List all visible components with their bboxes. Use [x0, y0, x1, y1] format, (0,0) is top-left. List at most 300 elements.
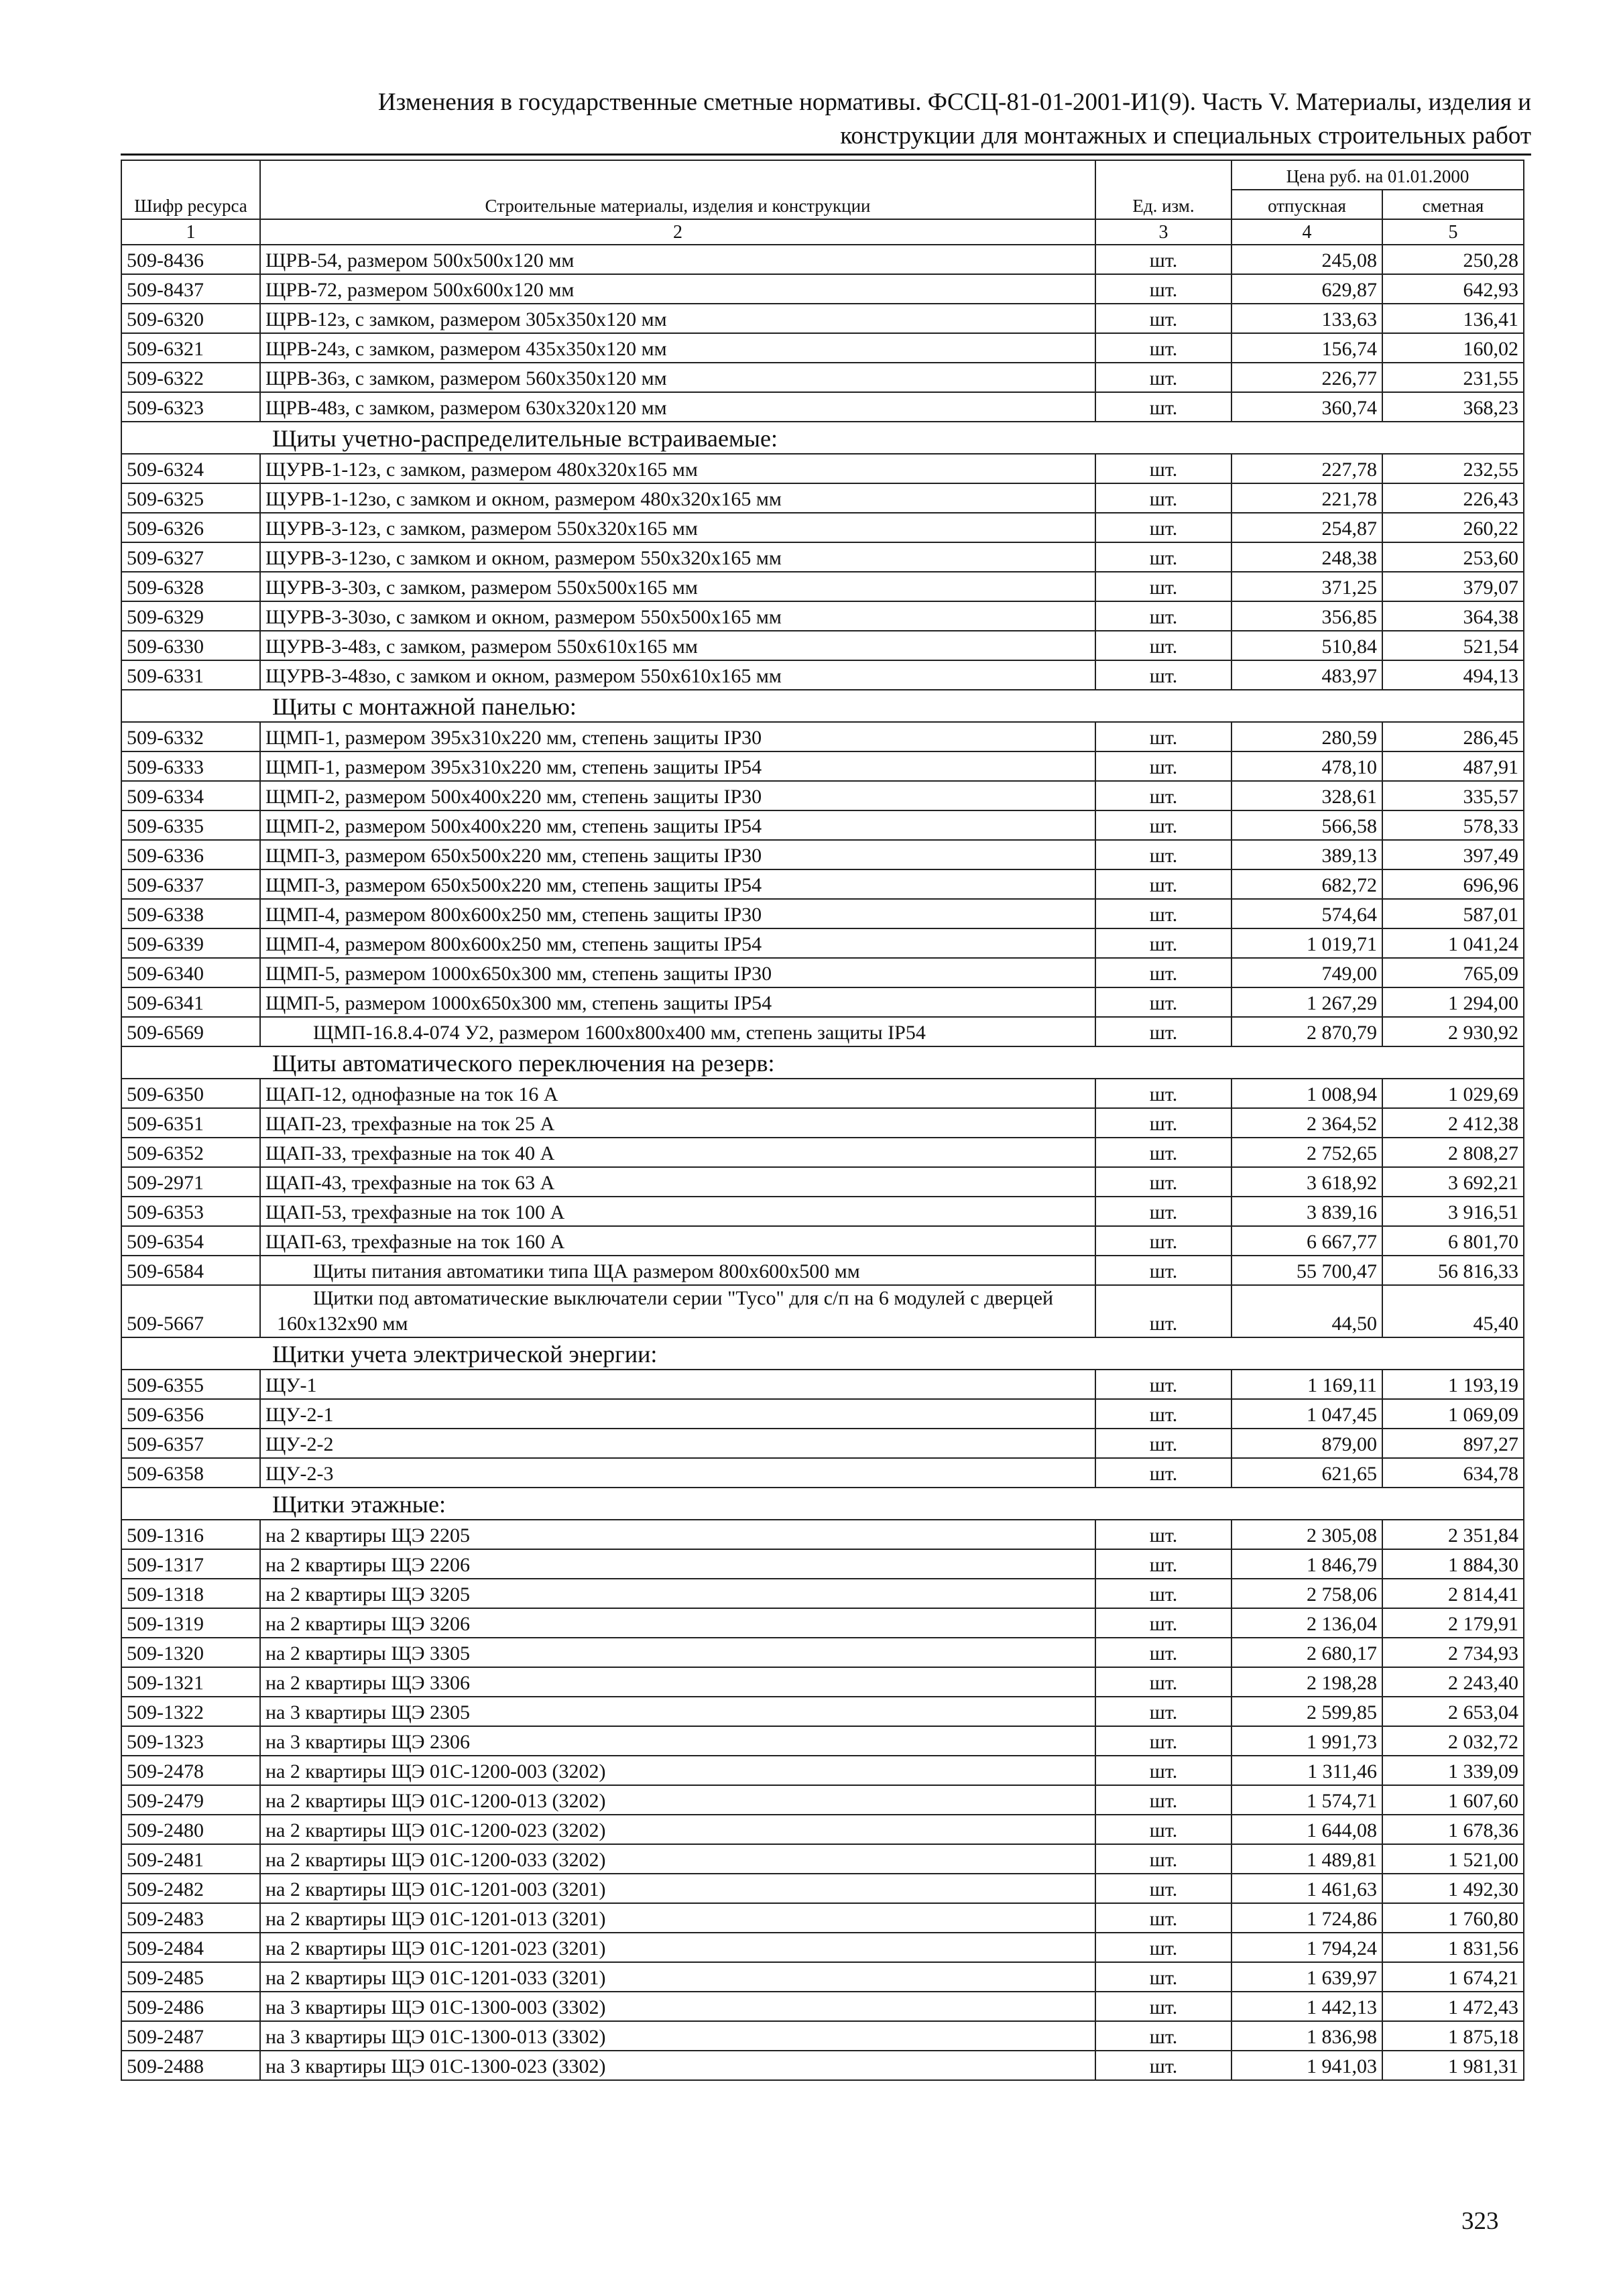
estimate-price-cell: 231,55 — [1382, 363, 1524, 392]
unit-cell: шт. — [1095, 1167, 1231, 1197]
table-row — [121, 2021, 1524, 2051]
table-row — [121, 572, 1524, 601]
resource-code-cell: 509-6353 — [121, 1197, 260, 1226]
material-name-cell: на 2 квартиры ЩЭ 3306 — [260, 1667, 1095, 1697]
table-row — [121, 601, 1524, 631]
estimate-price-cell: 2 808,27 — [1382, 1138, 1524, 1167]
release-price-cell: 1 794,24 — [1231, 1933, 1382, 1962]
resource-code-cell: 509-2480 — [121, 1815, 260, 1844]
release-price-cell: 1 639,97 — [1231, 1962, 1382, 1992]
material-name-cell: ЩАП-63, трехфазные на ток 160 А — [260, 1226, 1095, 1256]
table-row — [121, 1079, 1524, 1108]
material-name-cell: ЩМП-16.8.4-074 У2, размером 1600х800х400 мм, степень защиты IP54 — [260, 1017, 1095, 1046]
resource-code-cell: 509-6335 — [121, 810, 260, 840]
resource-code-cell: 509-6333 — [121, 751, 260, 781]
material-name-cell: на 3 квартиры ЩЭ 01С-1300-003 (3302) — [260, 1992, 1095, 2021]
release-price-cell: 1 574,71 — [1231, 1785, 1382, 1815]
table-row — [121, 1726, 1524, 1756]
resource-code-cell: 509-6337 — [121, 869, 260, 899]
table-row — [121, 1549, 1524, 1579]
material-name-cell: ЩМП-5, размером 1000х650х300 мм, степень защиты IP30 — [260, 958, 1095, 987]
material-name-cell: ЩМП-2, размером 500х400х220 мм, степень защиты IP54 — [260, 810, 1095, 840]
material-name-cell: на 3 квартиры ЩЭ 2305 — [260, 1697, 1095, 1726]
release-price-cell: 1 644,08 — [1231, 1815, 1382, 1844]
resource-code-cell: 509-1322 — [121, 1697, 260, 1726]
release-price-cell: 156,74 — [1231, 333, 1382, 363]
material-name-cell: на 2 квартиры ЩЭ 2205 — [260, 1520, 1095, 1549]
table-row — [121, 1370, 1524, 1399]
release-price-cell: 1 461,63 — [1231, 1874, 1382, 1903]
unit-cell: шт. — [1095, 1399, 1231, 1429]
estimate-price-cell: 1 875,18 — [1382, 2021, 1524, 2051]
material-name-cell: на 2 квартиры ЩЭ 3206 — [260, 1608, 1095, 1638]
unit-cell: шт. — [1095, 1638, 1231, 1667]
unit-cell: шт. — [1095, 1697, 1231, 1726]
resource-code-cell: 509-1317 — [121, 1549, 260, 1579]
estimate-price-cell: 1 193,19 — [1382, 1370, 1524, 1399]
estimate-price-cell: 2 412,38 — [1382, 1108, 1524, 1138]
material-name-cell: ЩУ-2-1 — [260, 1399, 1095, 1429]
resource-code-cell: 509-6336 — [121, 840, 260, 869]
table-row — [121, 631, 1524, 660]
material-name-cell: ЩМП-2, размером 500х400х220 мм, степень защиты IP30 — [260, 781, 1095, 810]
release-price-cell: 629,87 — [1231, 274, 1382, 304]
estimate-price-cell: 250,28 — [1382, 245, 1524, 274]
resource-code-cell: 509-6350 — [121, 1079, 260, 1108]
release-price-cell: 1 846,79 — [1231, 1549, 1382, 1579]
table-row — [121, 928, 1524, 958]
table-row — [121, 987, 1524, 1017]
material-name-cell: на 2 квартиры ЩЭ 01С-1201-023 (3201) — [260, 1933, 1095, 1962]
estimate-price-cell: 897,27 — [1382, 1429, 1524, 1458]
estimate-price-cell: 1 981,31 — [1382, 2051, 1524, 2080]
unit-cell: шт. — [1095, 781, 1231, 810]
resource-code-cell: 509-5667 — [121, 1285, 260, 1337]
release-price-cell: 1 019,71 — [1231, 928, 1382, 958]
release-price-cell: 574,64 — [1231, 899, 1382, 928]
section-title: Щитки этажные: — [121, 1488, 1524, 1520]
material-name-cell: Щитки под автоматические выключатели серии "Тусо" для с/п на 6 модулей с дверцей 160х132х90 мм — [260, 1285, 1095, 1337]
table-row — [121, 274, 1524, 304]
resource-code-cell: 509-6357 — [121, 1429, 260, 1458]
resource-code-cell: 509-6584 — [121, 1256, 260, 1285]
material-name-cell: на 2 квартиры ЩЭ 01С-1200-013 (3202) — [260, 1785, 1095, 1815]
resource-code-cell: 509-6322 — [121, 363, 260, 392]
unit-cell: шт. — [1095, 542, 1231, 572]
resource-code-cell: 509-2485 — [121, 1962, 260, 1992]
estimate-price-cell: 2 243,40 — [1382, 1667, 1524, 1697]
release-price-cell: 254,87 — [1231, 513, 1382, 542]
material-name-cell: ЩАП-43, трехфазные на ток 63 А — [260, 1167, 1095, 1197]
resource-code-cell: 509-2484 — [121, 1933, 260, 1962]
section-title: Щиты учетно-распределительные встраиваемые: — [121, 422, 1524, 454]
col-number: 5 — [1382, 219, 1524, 245]
table-row — [121, 1992, 1524, 2021]
material-name-cell: ЩУРВ-3-48з, с замком, размером 550х610х165 мм — [260, 631, 1095, 660]
release-price-cell: 1 267,29 — [1231, 987, 1382, 1017]
table-row — [121, 1785, 1524, 1815]
col-header-price: Цена руб. на 01.01.2000 — [1231, 160, 1524, 190]
estimate-price-cell: 397,49 — [1382, 840, 1524, 869]
resource-code-cell: 509-6324 — [121, 454, 260, 483]
resource-code-cell: 509-1321 — [121, 1667, 260, 1697]
resource-code-cell: 509-8436 — [121, 245, 260, 274]
resource-code-cell: 509-6323 — [121, 392, 260, 422]
release-price-cell: 2 680,17 — [1231, 1638, 1382, 1667]
material-name-cell: ЩМП-5, размером 1000х650х300 мм, степень защиты IP54 — [260, 987, 1095, 1017]
release-price-cell: 478,10 — [1231, 751, 1382, 781]
release-price-cell: 1 008,94 — [1231, 1079, 1382, 1108]
material-name-cell: на 2 квартиры ЩЭ 01С-1201-003 (3201) — [260, 1874, 1095, 1903]
header-line-2: конструкции для монтажных и специальных строительных работ — [840, 122, 1531, 149]
resource-code-cell: 509-2487 — [121, 2021, 260, 2051]
unit-cell: шт. — [1095, 245, 1231, 274]
unit-cell: шт. — [1095, 1726, 1231, 1756]
estimate-price-cell: 1 472,43 — [1382, 1992, 1524, 2021]
unit-cell: шт. — [1095, 1549, 1231, 1579]
release-price-cell: 248,38 — [1231, 542, 1382, 572]
table-row — [121, 899, 1524, 928]
resource-code-cell: 509-6330 — [121, 631, 260, 660]
release-price-cell: 1 047,45 — [1231, 1399, 1382, 1429]
unit-cell: шт. — [1095, 2051, 1231, 2080]
estimate-price-cell: 494,13 — [1382, 660, 1524, 690]
table-row — [121, 810, 1524, 840]
resource-code-cell: 509-2486 — [121, 1992, 260, 2021]
unit-cell: шт. — [1095, 869, 1231, 899]
col-number: 2 — [260, 219, 1095, 245]
unit-cell: шт. — [1095, 1844, 1231, 1874]
table-row — [121, 660, 1524, 690]
resource-code-cell: 509-6327 — [121, 542, 260, 572]
unit-cell: шт. — [1095, 1962, 1231, 1992]
estimate-price-cell: 634,78 — [1382, 1458, 1524, 1488]
table-row — [121, 1815, 1524, 1844]
material-name-cell: Щиты питания автоматики типа ЩА размером 800х600х500 мм — [260, 1256, 1095, 1285]
resource-code-cell: 509-8437 — [121, 274, 260, 304]
release-price-cell: 1 489,81 — [1231, 1844, 1382, 1874]
resource-code-cell: 509-6354 — [121, 1226, 260, 1256]
release-price-cell: 2 305,08 — [1231, 1520, 1382, 1549]
table-row — [121, 454, 1524, 483]
release-price-cell: 2 364,52 — [1231, 1108, 1382, 1138]
release-price-cell: 1 169,11 — [1231, 1370, 1382, 1399]
section-row — [121, 1337, 1524, 1370]
table-row — [121, 1962, 1524, 1992]
estimate-price-cell: 2 930,92 — [1382, 1017, 1524, 1046]
material-name-cell: на 2 квартиры ЩЭ 01С-1201-013 (3201) — [260, 1903, 1095, 1933]
release-price-cell: 328,61 — [1231, 781, 1382, 810]
table-row — [121, 1138, 1524, 1167]
release-price-cell: 389,13 — [1231, 840, 1382, 869]
release-price-cell: 1 724,86 — [1231, 1903, 1382, 1933]
material-name-cell: ЩРВ-36з, с замком, размером 560х350х120 мм — [260, 363, 1095, 392]
header-line-1: Изменения в государственные сметные нормативы. ФССЦ-81-01-2001-И1(9). Часть V. Материалы, изделия и — [377, 88, 1531, 116]
resource-code-cell: 509-6569 — [121, 1017, 260, 1046]
resource-code-cell: 509-6321 — [121, 333, 260, 363]
table-row — [121, 958, 1524, 987]
resource-code-cell: 509-6352 — [121, 1138, 260, 1167]
col-number: 1 — [121, 219, 260, 245]
table-row — [121, 1756, 1524, 1785]
resource-code-cell: 509-6325 — [121, 483, 260, 513]
material-name-cell: на 2 квартиры ЩЭ 3305 — [260, 1638, 1095, 1667]
release-price-cell: 1 442,13 — [1231, 1992, 1382, 2021]
estimate-price-cell: 160,02 — [1382, 333, 1524, 363]
materials-table — [121, 160, 1524, 2081]
release-price-cell: 749,00 — [1231, 958, 1382, 987]
unit-cell: шт. — [1095, 1138, 1231, 1167]
estimate-price-cell: 587,01 — [1382, 899, 1524, 928]
release-price-cell: 2 136,04 — [1231, 1608, 1382, 1638]
unit-cell: шт. — [1095, 483, 1231, 513]
table-row — [121, 1520, 1524, 1549]
table-row — [121, 840, 1524, 869]
col-header-name: Строительные материалы, изделия и конструкции — [260, 160, 1095, 219]
estimate-price-cell: 1 029,69 — [1382, 1079, 1524, 1108]
estimate-price-cell: 1 294,00 — [1382, 987, 1524, 1017]
material-name-cell: ЩУ-1 — [260, 1370, 1095, 1399]
material-name-cell: ЩУРВ-3-48зо, с замком и окном, размером 550х610х165 мм — [260, 660, 1095, 690]
release-price-cell: 55 700,47 — [1231, 1256, 1382, 1285]
unit-cell: шт. — [1095, 1667, 1231, 1697]
resource-code-cell: 509-1319 — [121, 1608, 260, 1638]
release-price-cell: 2 752,65 — [1231, 1138, 1382, 1167]
material-name-cell: ЩАП-12, однофазные на ток 16 А — [260, 1079, 1095, 1108]
unit-cell: шт. — [1095, 928, 1231, 958]
estimate-price-cell: 260,22 — [1382, 513, 1524, 542]
estimate-price-cell: 368,23 — [1382, 392, 1524, 422]
table-row — [121, 1167, 1524, 1197]
estimate-price-cell: 286,45 — [1382, 722, 1524, 751]
material-name-cell: ЩУ-2-2 — [260, 1429, 1095, 1458]
estimate-price-cell: 487,91 — [1382, 751, 1524, 781]
resource-code-cell: 509-6329 — [121, 601, 260, 631]
resource-code-cell: 509-6334 — [121, 781, 260, 810]
release-price-cell: 682,72 — [1231, 869, 1382, 899]
section-row — [121, 1488, 1524, 1520]
estimate-price-cell: 45,40 — [1382, 1285, 1524, 1337]
material-name-cell: на 2 квартиры ЩЭ 01С-1200-023 (3202) — [260, 1815, 1095, 1844]
release-price-cell: 6 667,77 — [1231, 1226, 1382, 1256]
estimate-price-cell: 2 734,93 — [1382, 1638, 1524, 1667]
table-row — [121, 1256, 1524, 1285]
estimate-price-cell: 1 678,36 — [1382, 1815, 1524, 1844]
estimate-price-cell: 696,96 — [1382, 869, 1524, 899]
table-row — [121, 869, 1524, 899]
estimate-price-cell: 6 801,70 — [1382, 1226, 1524, 1256]
col-number: 4 — [1231, 219, 1382, 245]
unit-cell: шт. — [1095, 722, 1231, 751]
material-name-cell: ЩРВ-24з, с замком, размером 435х350х120 мм — [260, 333, 1095, 363]
table-row — [121, 1933, 1524, 1962]
resource-code-cell: 509-6339 — [121, 928, 260, 958]
resource-code-cell: 509-6326 — [121, 513, 260, 542]
unit-cell: шт. — [1095, 1226, 1231, 1256]
unit-cell: шт. — [1095, 1197, 1231, 1226]
unit-cell: шт. — [1095, 840, 1231, 869]
table-row — [121, 1285, 1524, 1337]
estimate-price-cell: 1 760,80 — [1382, 1903, 1524, 1933]
table-row — [121, 1579, 1524, 1608]
release-price-cell: 1 836,98 — [1231, 2021, 1382, 2051]
unit-cell: шт. — [1095, 958, 1231, 987]
release-price-cell: 133,63 — [1231, 304, 1382, 333]
resource-code-cell: 509-2482 — [121, 1874, 260, 1903]
release-price-cell: 2 758,06 — [1231, 1579, 1382, 1608]
unit-cell: шт. — [1095, 1079, 1231, 1108]
unit-cell: шт. — [1095, 1579, 1231, 1608]
release-price-cell: 371,25 — [1231, 572, 1382, 601]
table-head — [121, 160, 1524, 245]
resource-code-cell: 509-2479 — [121, 1785, 260, 1815]
unit-cell: шт. — [1095, 1017, 1231, 1046]
table-row — [121, 1399, 1524, 1429]
unit-cell: шт. — [1095, 810, 1231, 840]
resource-code-cell: 509-6358 — [121, 1458, 260, 1488]
estimate-price-cell: 2 179,91 — [1382, 1608, 1524, 1638]
unit-cell: шт. — [1095, 987, 1231, 1017]
table-row — [121, 1844, 1524, 1874]
table-body — [121, 245, 1524, 2080]
unit-cell: шт. — [1095, 304, 1231, 333]
estimate-price-cell: 1 884,30 — [1382, 1549, 1524, 1579]
material-name-cell: ЩУРВ-1-12з, с замком, размером 480х320х165 мм — [260, 454, 1095, 483]
unit-cell: шт. — [1095, 1815, 1231, 1844]
table-row — [121, 1638, 1524, 1667]
unit-cell: шт. — [1095, 1370, 1231, 1399]
release-price-cell: 2 198,28 — [1231, 1667, 1382, 1697]
release-price-cell: 1 311,46 — [1231, 1756, 1382, 1785]
unit-cell: шт. — [1095, 333, 1231, 363]
unit-cell: шт. — [1095, 1933, 1231, 1962]
estimate-price-cell: 1 069,09 — [1382, 1399, 1524, 1429]
estimate-price-cell: 2 653,04 — [1382, 1697, 1524, 1726]
section-title: Щиты автоматического переключения на резерв: — [121, 1046, 1524, 1079]
resource-code-cell: 509-6355 — [121, 1370, 260, 1399]
material-name-cell: ЩУ-2-3 — [260, 1458, 1095, 1488]
release-price-cell: 2 599,85 — [1231, 1697, 1382, 1726]
table-row — [121, 1874, 1524, 1903]
resource-code-cell: 509-6328 — [121, 572, 260, 601]
material-name-cell: ЩУРВ-1-12зо, с замком и окном, размером 480х320х165 мм — [260, 483, 1095, 513]
release-price-cell: 360,74 — [1231, 392, 1382, 422]
release-price-cell: 3 618,92 — [1231, 1167, 1382, 1197]
material-name-cell: ЩУРВ-3-12зо, с замком и окном, размером 550х320х165 мм — [260, 542, 1095, 572]
resource-code-cell: 509-1316 — [121, 1520, 260, 1549]
release-price-cell: 566,58 — [1231, 810, 1382, 840]
estimate-price-cell: 226,43 — [1382, 483, 1524, 513]
unit-cell: шт. — [1095, 1429, 1231, 1458]
release-price-cell: 227,78 — [1231, 454, 1382, 483]
resource-code-cell: 509-1320 — [121, 1638, 260, 1667]
release-price-cell: 879,00 — [1231, 1429, 1382, 1458]
estimate-price-cell: 2 351,84 — [1382, 1520, 1524, 1549]
section-row — [121, 690, 1524, 722]
table-row — [121, 1108, 1524, 1138]
resource-code-cell: 509-6338 — [121, 899, 260, 928]
estimate-price-cell: 1 607,60 — [1382, 1785, 1524, 1815]
page-number: 323 — [1461, 2208, 1499, 2235]
unit-cell: шт. — [1095, 751, 1231, 781]
release-price-cell: 1 941,03 — [1231, 2051, 1382, 2080]
material-name-cell: ЩРВ-12з, с замком, размером 305х350х120 мм — [260, 304, 1095, 333]
material-name-cell: ЩРВ-54, размером 500х500х120 мм — [260, 245, 1095, 274]
unit-cell: шт. — [1095, 1903, 1231, 1933]
table-row — [121, 392, 1524, 422]
material-name-cell: на 3 квартиры ЩЭ 01С-1300-023 (3302) — [260, 2051, 1095, 2080]
table-row — [121, 1197, 1524, 1226]
unit-cell: шт. — [1095, 1285, 1231, 1337]
estimate-price-cell: 1 339,09 — [1382, 1756, 1524, 1785]
material-name-cell: ЩМП-1, размером 395х310х220 мм, степень защиты IP54 — [260, 751, 1095, 781]
estimate-price-cell: 1 492,30 — [1382, 1874, 1524, 1903]
table-row — [121, 304, 1524, 333]
material-name-cell: на 2 квартиры ЩЭ 2206 — [260, 1549, 1095, 1579]
resource-code-cell: 509-6356 — [121, 1399, 260, 1429]
estimate-price-cell: 2 814,41 — [1382, 1579, 1524, 1608]
material-name-cell: ЩАП-33, трехфазные на ток 40 А — [260, 1138, 1095, 1167]
unit-cell: шт. — [1095, 660, 1231, 690]
material-name-cell: на 2 квартиры ЩЭ 01С-1200-003 (3202) — [260, 1756, 1095, 1785]
release-price-cell: 1 991,73 — [1231, 1726, 1382, 1756]
unit-cell: шт. — [1095, 1992, 1231, 2021]
unit-cell: шт. — [1095, 601, 1231, 631]
resource-code-cell: 509-2488 — [121, 2051, 260, 2080]
header-rule — [121, 154, 1531, 156]
release-price-cell: 280,59 — [1231, 722, 1382, 751]
section-row — [121, 422, 1524, 454]
release-price-cell: 221,78 — [1231, 483, 1382, 513]
unit-cell: шт. — [1095, 392, 1231, 422]
material-name-cell: на 3 квартиры ЩЭ 01С-1300-013 (3302) — [260, 2021, 1095, 2051]
unit-cell: шт. — [1095, 1874, 1231, 1903]
unit-cell: шт. — [1095, 1756, 1231, 1785]
unit-cell: шт. — [1095, 513, 1231, 542]
material-name-cell: ЩУРВ-3-30з, с замком, размером 550х500х165 мм — [260, 572, 1095, 601]
unit-cell: шт. — [1095, 274, 1231, 304]
release-price-cell: 621,65 — [1231, 1458, 1382, 1488]
material-name-cell: ЩАП-23, трехфазные на ток 25 А — [260, 1108, 1095, 1138]
estimate-price-cell: 1 674,21 — [1382, 1962, 1524, 1992]
table-row — [121, 1226, 1524, 1256]
resource-code-cell: 509-6341 — [121, 987, 260, 1017]
col-header-unit: Ед. изм. — [1095, 160, 1231, 219]
unit-cell: шт. — [1095, 454, 1231, 483]
table-row — [121, 1017, 1524, 1046]
table-row — [121, 751, 1524, 781]
estimate-price-cell: 379,07 — [1382, 572, 1524, 601]
estimate-price-cell: 1 521,00 — [1382, 1844, 1524, 1874]
resource-code-cell: 509-1318 — [121, 1579, 260, 1608]
estimate-price-cell: 642,93 — [1382, 274, 1524, 304]
material-name-cell: на 3 квартиры ЩЭ 2306 — [260, 1726, 1095, 1756]
section-row — [121, 1046, 1524, 1079]
col-header-estimate: сметная — [1382, 190, 1524, 219]
resource-code-cell: 509-6331 — [121, 660, 260, 690]
material-name-cell: на 2 квартиры ЩЭ 01С-1200-033 (3202) — [260, 1844, 1095, 1874]
unit-cell: шт. — [1095, 899, 1231, 928]
table-row — [121, 363, 1524, 392]
resource-code-cell: 509-2971 — [121, 1167, 260, 1197]
material-name-cell: ЩРВ-72, размером 500х600х120 мм — [260, 274, 1095, 304]
estimate-price-cell: 56 816,33 — [1382, 1256, 1524, 1285]
resource-code-cell: 509-2481 — [121, 1844, 260, 1874]
section-title: Щиты с монтажной панелью: — [121, 690, 1524, 722]
estimate-price-cell: 1 831,56 — [1382, 1933, 1524, 1962]
table-row — [121, 1429, 1524, 1458]
material-name-cell: ЩУРВ-3-30зо, с замком и окном, размером 550х500х165 мм — [260, 601, 1095, 631]
